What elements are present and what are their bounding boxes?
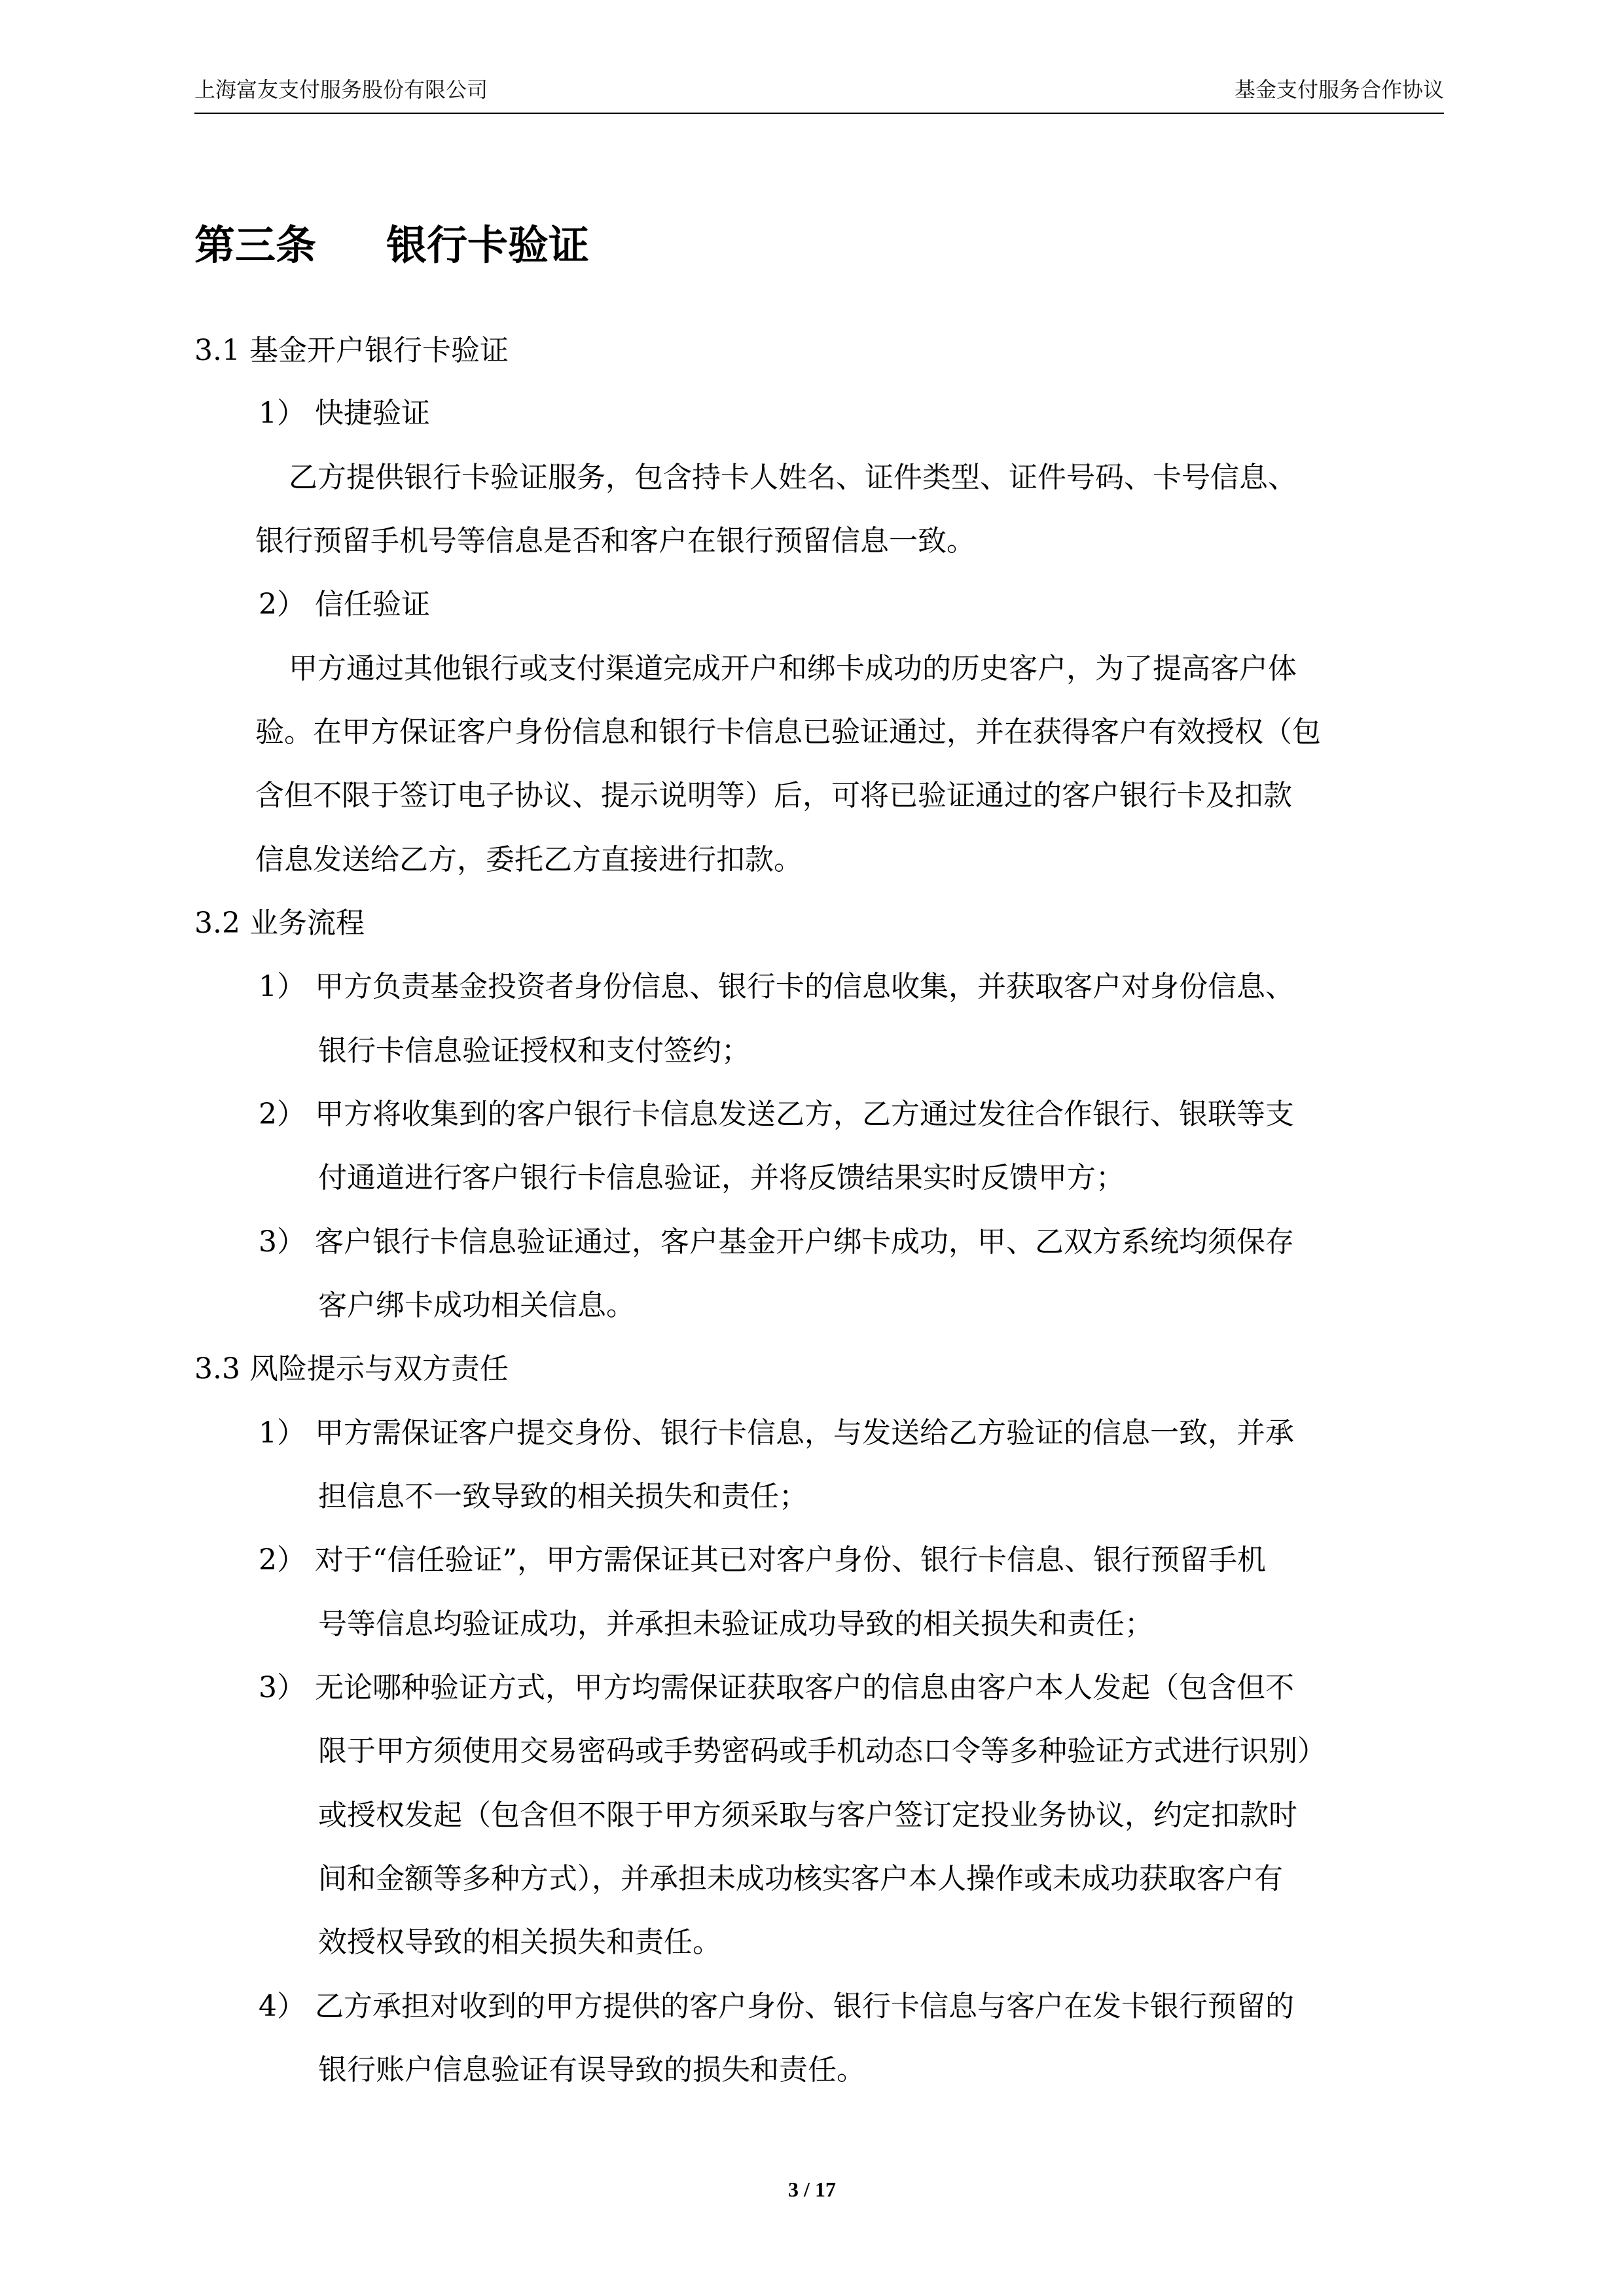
article-number: 第三条 [194, 221, 317, 269]
article-heading [194, 213, 589, 271]
header-divider [194, 113, 1444, 114]
header-company: 上海富友支付服务股份有限公司 [194, 77, 488, 102]
list-item-line: 号等信息均验证成功，并承担未验证成功导致的相关损失和责任； [318, 1607, 1153, 1641]
paragraph-line: 验。在甲方保证客户身份信息和银行卡信息已验证通过，并在获得客户有效授权（包 [255, 715, 1321, 749]
list-item-line: 4） 乙方承担对收到的甲方提供的客户身份、银行卡信息与客户在发卡银行预留的 [259, 1990, 1294, 2023]
section-heading-3-2: 3.2 业务流程 [194, 906, 365, 940]
page-number: 3 / 17 [788, 2178, 836, 2201]
paragraph-line: 含但不限于签订电子协议、提示说明等）后，可将已验证通过的客户银行卡及扣款 [255, 779, 1292, 812]
list-item-line: 客户绑卡成功相关信息。 [318, 1289, 635, 1322]
list-item-line: 担信息不一致导致的相关损失和责任； [318, 1480, 808, 1513]
subsection-heading: 1） 快捷验证 [259, 397, 430, 430]
paragraph-line: 银行预留手机号等信息是否和客户在银行预留信息一致。 [255, 524, 975, 558]
list-item-line: 1） 甲方负责基金投资者身份信息、银行卡的信息收集，并获取客户对身份信息、 [259, 970, 1294, 1003]
article-title: 银行卡验证 [386, 221, 590, 269]
list-item-line: 或授权发起（包含但不限于甲方须采取与客户签订定投业务协议，约定扣款时 [318, 1799, 1297, 1832]
list-item-line: 银行账户信息验证有误导致的损失和责任。 [318, 2053, 865, 2087]
section-heading-3-1: 3.1 基金开户银行卡验证 [194, 334, 509, 367]
list-item-line: 间和金额等多种方式），并承担未成功核实客户本人操作或未成功获取客户有 [318, 1862, 1283, 1895]
list-item-line: 3） 无论哪种验证方式，甲方均需保证获取客户的信息由客户本人发起（包含但不 [259, 1671, 1294, 1704]
list-item-line: 限于甲方须使用交易密码或手势密码或手机动态口令等多种验证方式进行识别） [318, 1734, 1326, 1768]
header-document-title: 基金支付服务合作协议 [1234, 77, 1444, 102]
paragraph-line: 信息发送给乙方，委托乙方直接进行扣款。 [255, 843, 803, 876]
paragraph-line: 甲方通过其他银行或支付渠道完成开户和绑卡成功的历史客户，为了提高客户体 [289, 652, 1297, 685]
list-item-line: 2） 甲方将收集到的客户银行卡信息发送乙方，乙方通过发往合作银行、银联等支 [259, 1098, 1294, 1131]
list-item-line: 2） 对于“信任验证”，甲方需保证其已对客户身份、银行卡信息、银行预留手机 [259, 1543, 1266, 1577]
list-item-line: 付通道进行客户银行卡信息验证，并将反馈结果实时反馈甲方； [318, 1161, 1125, 1194]
subsection-heading: 2） 信任验证 [259, 588, 430, 621]
paragraph-line: 乙方提供银行卡验证服务，包含持卡人姓名、证件类型、证件号码、卡号信息、 [289, 461, 1297, 494]
list-item-line: 3） 客户银行卡信息验证通过，客户基金开户绑卡成功，甲、乙双方系统均须保存 [259, 1225, 1294, 1259]
list-item-line: 1） 甲方需保证客户提交身份、银行卡信息，与发送给乙方验证的信息一致，并承 [259, 1416, 1294, 1450]
list-item-line: 银行卡信息验证授权和支付签约； [318, 1034, 750, 1067]
section-heading-3-3: 3.3 风险提示与双方责任 [194, 1352, 509, 1386]
list-item-line: 效授权导致的相关损失和责任。 [318, 1926, 721, 1959]
